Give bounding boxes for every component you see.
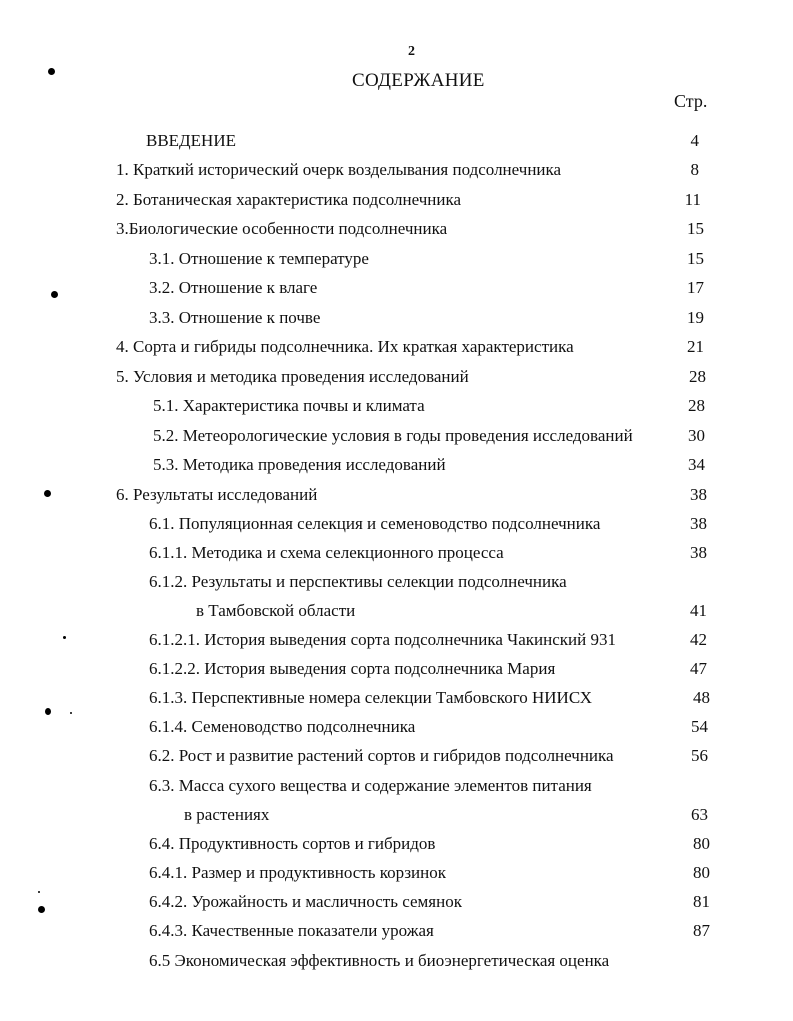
toc-entry-label: 6.1.2.1. История выведения сорта подсолнечника Чакинский 931 [149, 630, 616, 649]
toc-entry-page: 21 [687, 337, 704, 356]
toc-entry [0, 630, 793, 656]
scan-mark [44, 490, 51, 497]
toc-entry-page: 38 [690, 514, 707, 533]
scan-mark [45, 708, 51, 715]
toc-entry-label: 3.Биологические особенности подсолнечника [116, 219, 448, 238]
toc-entry-label: 6.4.3. Качественные показатели урожая [149, 921, 434, 940]
toc-entry [0, 396, 793, 422]
document-title: СОДЕРЖАНИЕ [352, 70, 485, 91]
toc-entry-page: 48 [693, 688, 710, 707]
toc-entry-label: 5.1. Характеристика почвы и климата [153, 396, 425, 415]
toc-entry-label: 6.4.1. Размер и продуктивность корзинок [149, 863, 446, 882]
toc-entry [0, 951, 793, 977]
toc-entry-label: 6.4.2. Урожайность и масличность семянок [149, 892, 462, 911]
scan-mark [38, 906, 45, 913]
toc-entry-page: 34 [688, 455, 705, 474]
toc-entry [0, 834, 793, 860]
toc-entry-label: 6.1. Популяционная селекция и семеноводство подсолнечника [149, 514, 601, 533]
toc-entry-label: в растениях [184, 805, 270, 824]
scan-mark [38, 891, 40, 893]
toc-entry-page: 47 [690, 659, 707, 678]
toc-entry-label: 6. Результаты исследований [116, 485, 318, 504]
toc-entry-label: 6.1.2.2. История выведения сорта подсолнечника Мария [149, 659, 556, 678]
toc-entry [0, 776, 793, 802]
toc-entry [0, 514, 793, 540]
toc-entry-page: 56 [691, 746, 708, 765]
toc-entry-page: 28 [688, 396, 705, 415]
toc-entry-page: 41 [690, 601, 707, 620]
toc-entry [0, 863, 793, 889]
toc-entry-label: 5.2. Метеорологические условия в годы проведения исследований [153, 426, 633, 445]
toc-entry-label: 6.1.3. Перспективные номера селекции Тамбовского НИИСХ [149, 688, 593, 707]
toc-entry-label: 6.1.1. Методика и схема селекционного процесса [149, 543, 504, 562]
toc-entry-page: 4 [690, 131, 699, 150]
toc-entry-page: 63 [691, 805, 708, 824]
toc-entry [0, 659, 793, 685]
toc-entry [0, 219, 793, 245]
toc-entry [0, 601, 793, 627]
toc-entry-label: 3.2. Отношение к влаге [149, 278, 318, 297]
scan-mark [70, 712, 72, 714]
toc-entry-label: 3.1. Отношение к температуре [149, 249, 369, 268]
scan-mark [48, 68, 55, 75]
toc-entry [0, 426, 793, 452]
toc-entry-label: 6.1.4. Семеноводство подсолнечника [149, 717, 416, 736]
toc-entry [0, 249, 793, 275]
toc-entry-page: 87 [693, 921, 710, 940]
toc-entry-page: 42 [690, 630, 707, 649]
toc-entry [0, 688, 793, 714]
toc-entry-label: 6.2. Рост и развитие растений сортов и гибридов подсолнечника [149, 746, 614, 765]
toc-entry-page: 38 [690, 543, 707, 562]
toc-entry-label: 6.3. Масса сухого вещества и содержание элементов питания [149, 776, 592, 795]
toc-entry [0, 455, 793, 481]
page-column-header: Стр. [674, 91, 708, 111]
toc-entry [0, 160, 793, 186]
toc-entry-label: 1. Краткий исторический очерк возделывания подсолнечника [116, 160, 562, 179]
toc-entry-page: 15 [687, 249, 704, 268]
toc-entry [0, 717, 793, 743]
toc-entry-page: 54 [691, 717, 708, 736]
page-number: 2 [408, 44, 415, 59]
toc-entry-label: 6.4. Продуктивность сортов и гибридов [149, 834, 436, 853]
toc-entry-label: 5.3. Методика проведения исследований [153, 455, 446, 474]
toc-entry [0, 337, 793, 363]
toc-entry [0, 746, 793, 772]
toc-entry-label: 3.3. Отношение к почве [149, 308, 321, 327]
toc-entry-label: 6.1.2. Результаты и перспективы селекции подсолнечника [149, 572, 567, 591]
toc-entry-label: ВВЕДЕНИЕ [146, 131, 236, 150]
toc-entry [0, 805, 793, 831]
toc-entry [0, 131, 793, 157]
toc-entry-label: 2. Ботаническая характеристика подсолнечника [116, 190, 462, 209]
toc-entry-label: 4. Сорта и гибриды подсолнечника. Их краткая характеристика [116, 337, 574, 356]
toc-entry [0, 921, 793, 947]
toc-entry [0, 485, 793, 511]
toc-entry [0, 278, 793, 304]
toc-entry-page: 8 [690, 160, 699, 179]
toc-entry [0, 190, 793, 216]
toc-entry [0, 367, 793, 393]
toc-entry-label: 5. Условия и методика проведения исследований [116, 367, 469, 386]
toc-entry [0, 892, 793, 918]
toc-entry-page: 30 [688, 426, 705, 445]
scan-mark [51, 291, 58, 298]
toc-entry-page: 11 [684, 190, 701, 209]
toc-entry-page: 19 [687, 308, 704, 327]
toc-entry [0, 308, 793, 334]
toc-entry-page: 80 [693, 863, 710, 882]
toc-entry-label: в Тамбовской области [196, 601, 356, 620]
toc-entry [0, 543, 793, 569]
toc-entry-page: 15 [687, 219, 704, 238]
toc-entry-label: 6.5 Экономическая эффективность и биоэнергетическая оценка [149, 951, 610, 970]
toc-entry-page: 17 [687, 278, 704, 297]
toc-entry-page: 80 [693, 834, 710, 853]
toc-entry-page: 38 [690, 485, 707, 504]
toc-entry [0, 572, 793, 598]
toc-entry-page: 81 [693, 892, 710, 911]
scan-mark [63, 636, 66, 639]
toc-entry-page: 28 [689, 367, 706, 386]
